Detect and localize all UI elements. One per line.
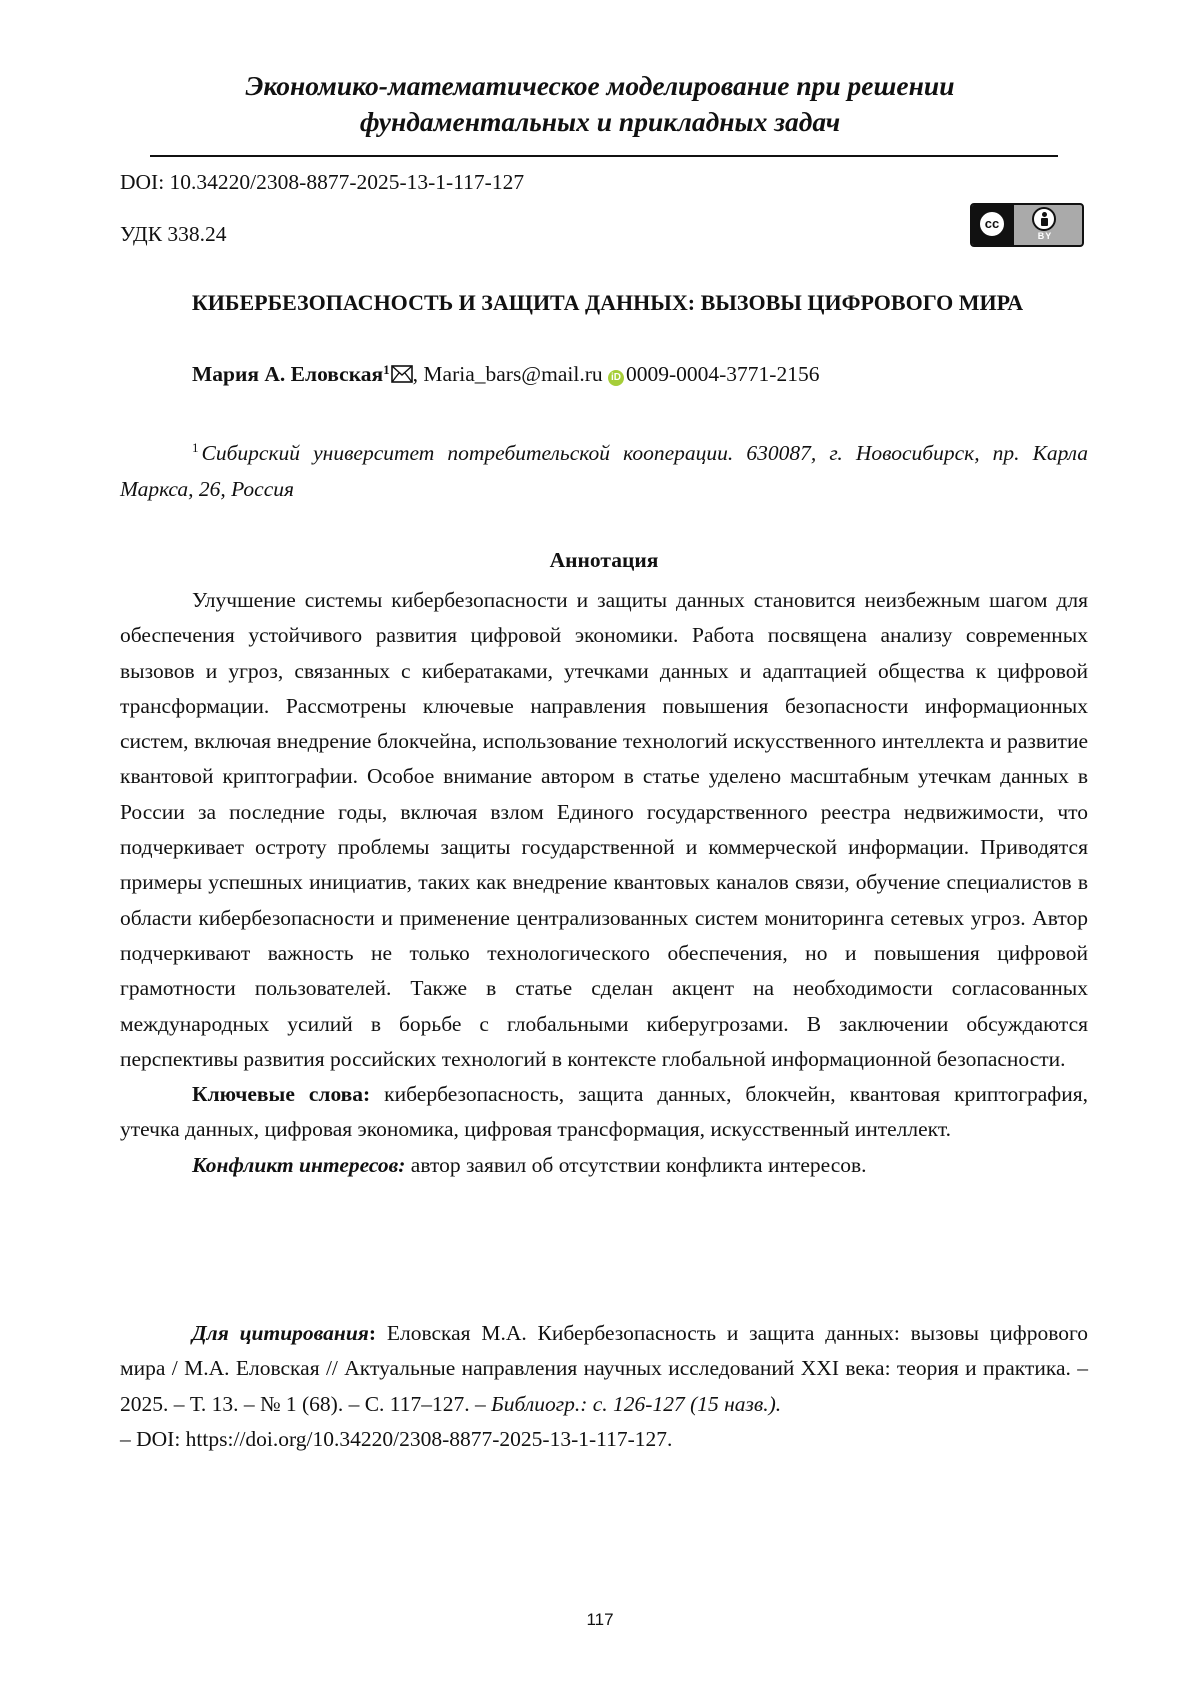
citation-colon: : bbox=[369, 1321, 376, 1345]
header-line-1: Экономико-математическое моделирование при решении bbox=[150, 68, 1050, 104]
citation-paragraph bbox=[120, 1316, 1088, 1457]
keywords-paragraph bbox=[120, 1077, 1088, 1148]
conflict-text: автор заявил об отсутствии конфликта интересов. bbox=[411, 1153, 867, 1177]
citation-doi[interactable]: – DOI: https://doi.org/10.34220/2308-8877-2025-13-1-117-127. bbox=[120, 1427, 672, 1451]
author-orcid[interactable]: 0009-0004-3771-2156 bbox=[626, 362, 819, 386]
citation-label: Для цитирования bbox=[192, 1321, 369, 1345]
affiliation bbox=[120, 430, 1088, 507]
cc-by-license-badge[interactable] bbox=[970, 203, 1084, 247]
author-line: Мария А. Еловская1 , Maria_bars@mail.ru iD 0009-0004-3771-2156 bbox=[192, 362, 819, 387]
abstract-section bbox=[120, 583, 1088, 1183]
orcid-icon[interactable]: iD bbox=[608, 370, 624, 386]
author-email[interactable]: Maria_bars@mail.ru bbox=[423, 362, 602, 386]
keywords-text: кибербезопасность, защита данных, блокчейн, квантовая криптография, утечка данных, цифровая экономика, цифровая трансформация, искусственный интеллект. bbox=[120, 1082, 1088, 1141]
affiliation-mark: 1 bbox=[192, 440, 199, 455]
mail-icon[interactable] bbox=[391, 365, 413, 383]
creative-commons-icon: cc bbox=[978, 210, 1006, 238]
udk-line: УДК 338.24 bbox=[120, 222, 227, 247]
journal-section-header bbox=[150, 68, 1050, 140]
author-name: Мария А. Еловская bbox=[192, 362, 383, 386]
document-page bbox=[0, 0, 1200, 1697]
article-title: КИБЕРБЕЗОПАСНОСТЬ И ЗАЩИТА ДАННЫХ: ВЫЗОВЫ ЦИФРОВОГО МИРА bbox=[120, 290, 1095, 316]
page-number: 117 bbox=[0, 1610, 1200, 1630]
citation-section bbox=[120, 1316, 1088, 1457]
author-affiliation-mark: 1 bbox=[383, 362, 390, 377]
header-line-2: фундаментальных и прикладных задач bbox=[150, 104, 1050, 140]
affiliation-text: Сибирский университет потребительской кооперации. 630087, г. Новосибирск, пр. Карла Маркса, 26, Россия bbox=[120, 441, 1088, 501]
attribution-person-icon bbox=[1032, 207, 1056, 231]
conflict-label: Конфликт интересов: bbox=[192, 1153, 405, 1177]
doi-line[interactable]: DOI: 10.34220/2308-8877-2025-13-1-117-127 bbox=[120, 170, 524, 195]
abstract-heading: Аннотация bbox=[120, 548, 1088, 573]
by-label: BY bbox=[1032, 231, 1058, 241]
citation-text: Еловская М.А. Кибербезопасность и защита данных: вызовы цифрового мира / М.А. Еловская // Актуальные направления научных исследований XXI века: теория и практика. – 2025. – Т. 13. – № 1 (68). – С. 117–127. – bbox=[120, 1321, 1088, 1416]
keywords-label: Ключевые слова: bbox=[192, 1082, 370, 1106]
citation-bibliography: Библиогр.: с. 126-127 (15 назв.). bbox=[491, 1392, 781, 1416]
header-divider bbox=[150, 155, 1058, 157]
abstract-text: Улучшение системы кибербезопасности и защиты данных становится неизбежным шагом для обеспечения устойчивого развития цифровой экономики. Работа посвящена анализу современных вызовов и угроз, связанных с кибератаками, утечками данных и адаптацией общества к цифровой трансформации. Рассмотрены ключевые направления повышения безопасности информационных систем, включая внедрение блокчейна, использование технологий искусственного интеллекта и развитие квантовой криптографии. Особое внимание автором в статье уделено масштабным утечкам данных в России за последние годы, включая взлом Единого государственного реестра недвижимости, что подчеркивает остроту проблемы защиты государственной и коммерческой информации. Приводятся примеры успешных инициатив, таких как внедрение квантовых каналов связи, обучение специалистов в области кибербезопасности и применение централизованных систем мониторинга сетевых угроз. Автор подчеркивают важность не только технологического обеспечения, но и повышения цифровой грамотности пользователей. Также в статье сделан акцент на необходимости согласованных международных усилий в борьбе с глобальными киберугрозами. В заключении обсуждаются перспективы развития российских технологий в контексте глобальной информационной безопасности. bbox=[120, 583, 1088, 1077]
conflict-paragraph bbox=[120, 1148, 1088, 1183]
